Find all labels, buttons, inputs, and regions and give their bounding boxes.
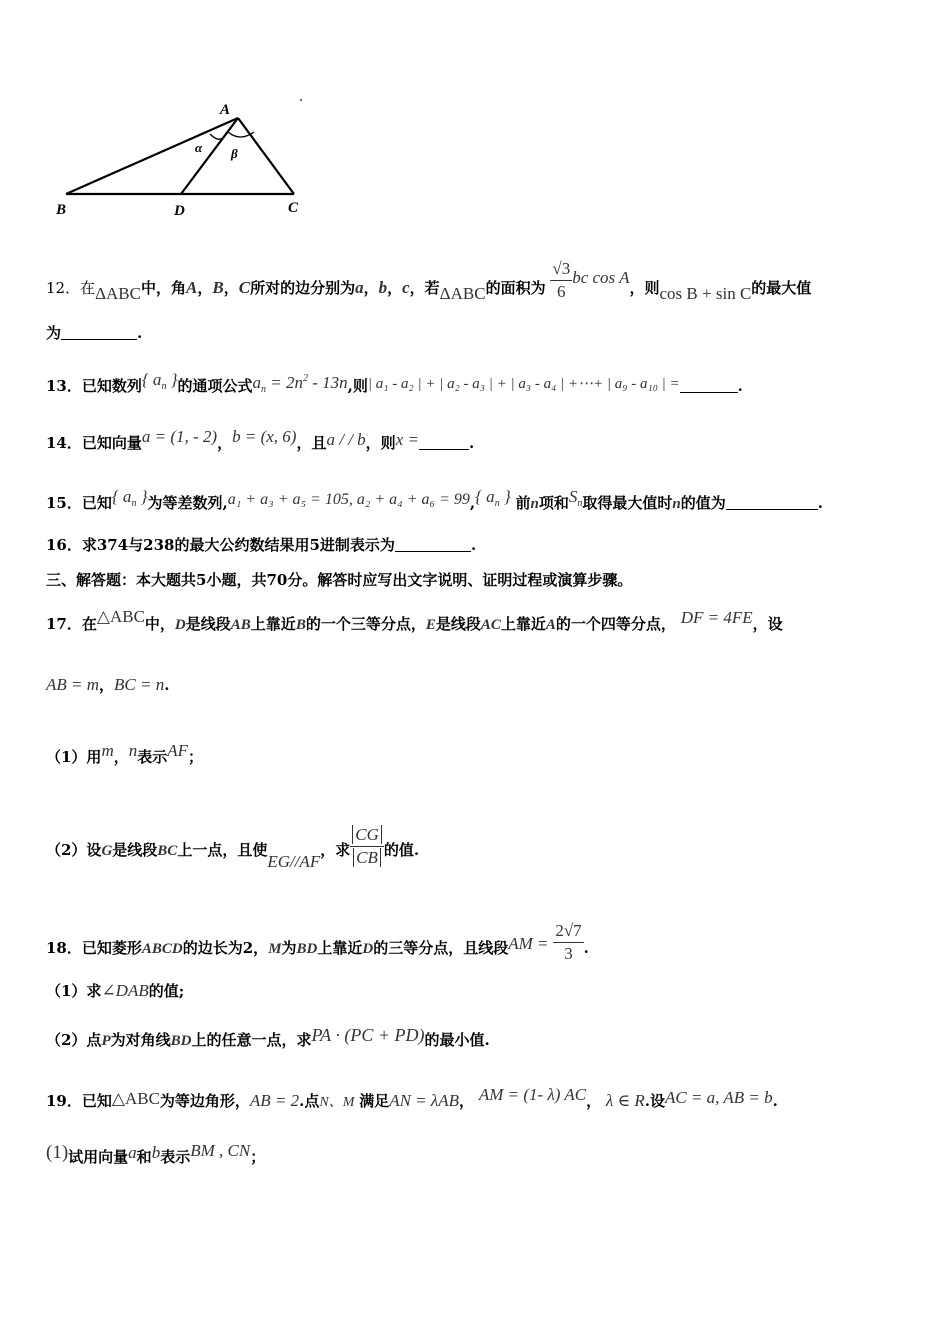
question-18-part-2: （2）点P为对角线BD上的任意一点，求PA · (PC + PD)的最小值. — [46, 1025, 490, 1049]
question-17-part-2: （2）设G是线段BC上一点，且使EG//AF，求 $\frac{CG}{CB}$ 的值. — [46, 825, 420, 871]
question-12: 12．在ΔABC中，角A，B，C所对的边分别为a，b，c，若ΔABC的面积为 $\frac{√3}{6}$ bc cos A，则cos B + sin C的最大值 — [46, 259, 812, 303]
question-19-part-1: (1)试用向量a和b表示BM , CN； — [46, 1141, 266, 1166]
label-b: B — [56, 202, 67, 218]
side-ba — [66, 118, 238, 194]
q18-am: AM = — [508, 934, 549, 953]
q14-x: x = — [395, 430, 419, 449]
q15-sequence: { $a_n$ } — [111, 487, 148, 509]
label-beta: β — [231, 146, 238, 161]
section-3-heading: 三、解答题：本大题共5小题，共70分。解答时应写出文字说明、证明过程或演算步骤。 — [46, 571, 633, 589]
q13-formula: $a_n = 2n^2 - 13n$ — [252, 373, 348, 395]
q13-abs-sum: | a₁ - a₂ | + | a₂ - a₃ | + | a₃ - a₄ | +⋯+ | a₉ - a₁₀ | = — [367, 376, 680, 392]
question-19: 19．已知△ABC为等边角形，AB = 2.点N、M 满足AN = λAB， AM = (1- λ) AC， λ ∈ R.设AC = a, AB = b. — [46, 1085, 778, 1110]
label-alpha: α — [195, 140, 203, 155]
q12-area-expr: bc cos A — [572, 268, 630, 287]
q14-answer-blank[interactable] — [419, 435, 469, 450]
q17-ratio-fraction: $\frac{CG}{CB}$ — [350, 824, 384, 869]
question-13: 13．已知数列{ $a_n$ }的通项公式$a_n = 2n^2 - 13n$,则| a₁ - a₂ | + | a₂ - a₃ | + | a₃ - a₄ | +⋯+ | a₉ - a₁₀ | = . — [46, 370, 743, 395]
q14-parallel: a / / b — [326, 430, 366, 449]
triangle-figure — [40, 90, 320, 225]
q18-expression: PA · (PC + PD) — [311, 1025, 425, 1045]
q12-fraction: $\frac{√3}{6}$ — [552, 259, 571, 301]
q18-fraction: $\frac{2√7}{3}$ — [555, 921, 582, 963]
question-14: 14．已知向量a = (1, - 2)，b = (x, 6)，且a / / b，则x = . — [46, 427, 475, 452]
question-17-part-1: （1）用m，n表示AF； — [46, 741, 204, 766]
q15-sn: $S_n$ — [568, 487, 583, 509]
q17-eg-af: EG//AF — [267, 852, 321, 871]
q12-triangle: ΔABC — [95, 284, 141, 303]
q15-sequence-2: { $a_n$ } — [475, 487, 511, 509]
q15-equations: a₁ + a₃ + a₅ = 105, a₂ + a₄ + a₆ = 99 — [227, 491, 470, 508]
q12-triangle-2: ΔABC — [439, 284, 486, 303]
stray-dot — [300, 99, 302, 101]
q14-vector-a: a = (1, - 2) — [141, 427, 218, 446]
q17-triangle: △ABC — [96, 607, 145, 626]
q17-bc-n: BC = n — [114, 675, 165, 694]
question-15: 15．已知{ $a_n$ }为等差数列,a₁ + a₃ + a₅ = 105, a₂ + a₄ + a₆ = 99,{ $a_n$ } 前n项和$S_n$取得最大值时n的值为 . — [46, 487, 824, 512]
question-18-part-1: （1）求∠DAB的值; — [46, 981, 185, 1000]
question-17: 17．在△ABC中，D是线段AB上靠近B的一个三等分点，E是线段AC上靠近A的一个四等分点， DF = 4FE，设 — [46, 607, 783, 633]
question-12-cont: 为 . — [46, 324, 143, 342]
question-18: 18．已知菱形ABCD的边长为2，M为BD上靠近D的三等分点，且线段AM = $\frac{2√7}{3}$ . — [46, 921, 589, 963]
question-16: 16．求374与238的最大公约数结果用5进制表示为 . — [46, 536, 477, 554]
label-d: D — [174, 203, 185, 219]
q19-triangle: △ABC — [111, 1089, 160, 1108]
side-ac — [238, 118, 294, 194]
label-a: A — [220, 102, 231, 118]
q17-df-fe: DF = 4FE — [680, 608, 753, 627]
q15-answer-blank[interactable] — [726, 495, 818, 510]
q17-ab-m: AB = m — [46, 675, 100, 694]
q16-answer-blank[interactable] — [395, 537, 471, 552]
q12-cos-sin: cos B + sin C — [659, 284, 752, 303]
q13-sequence: { $a_n$ } — [141, 370, 178, 392]
question-17-cont: AB = m，BC = n. — [46, 675, 170, 694]
q12-answer-blank[interactable] — [61, 325, 137, 340]
q13-answer-blank[interactable] — [680, 378, 738, 393]
label-c: C — [288, 200, 299, 216]
angle-alpha-arc — [210, 134, 222, 139]
q14-vector-b: b = (x, 6) — [232, 427, 297, 446]
